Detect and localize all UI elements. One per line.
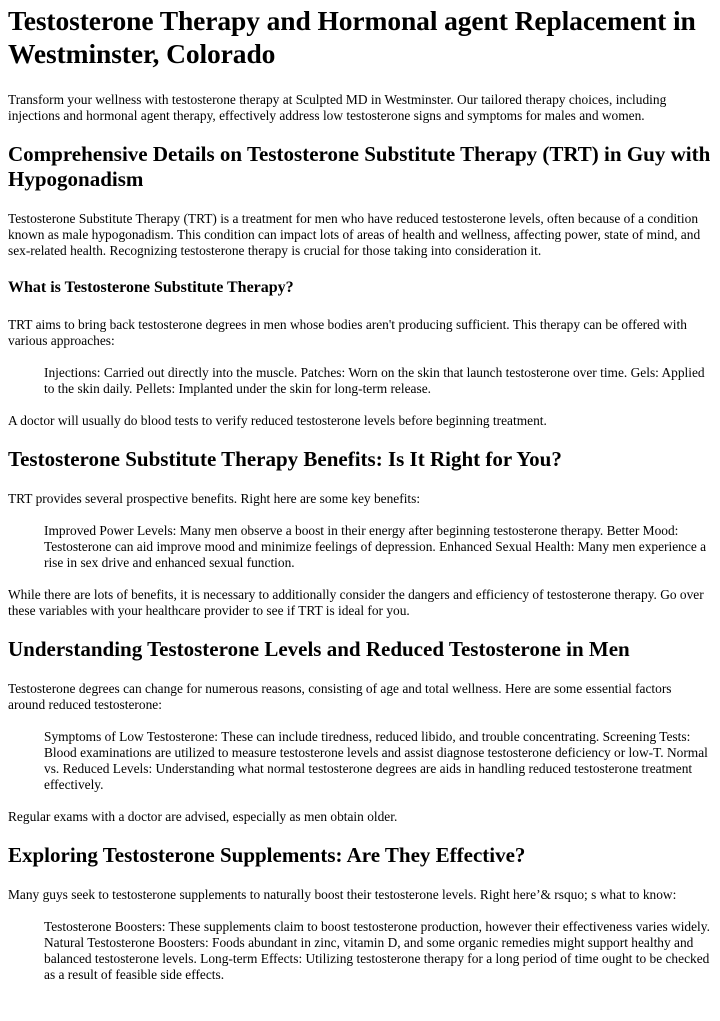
section-heading-trt-details: Comprehensive Details on Testosterone Substitute Therapy (TRT) in Guy with Hypogonadism (8, 142, 711, 191)
benefits-quote: Improved Power Levels: Many men observe a boost in their energy after beginning testosterone therapy. Better Mood: Testosterone can aid improve mood and minimize feelings of depression. Enhanced Sexual Health: Many men experience a rise in sex drive and enhanced sexual function. (44, 523, 707, 570)
subsection-paragraph-what-is-trt: TRT aims to bring back testosterone degrees in men whose bodies aren't producing sufficient. This therapy can be offered with various approaches: (8, 317, 687, 348)
section-heading-supplements: Exploring Testosterone Supplements: Are They Effective? (8, 843, 526, 867)
section-paragraph-supplements: Many guys seek to testosterone supplements to naturally boost their testosterone levels. Right here’& rsquo; s what to know: (8, 887, 677, 902)
intro-paragraph: Transform your wellness with testosterone therapy at Sculpted MD in Westminster. Our tailored therapy choices, including injections and hormonal agent therapy, effectively address low testosterone signs and symptoms for males and women. (8, 92, 667, 123)
section-heading-levels: Understanding Testosterone Levels and Reduced Testosterone in Men (8, 637, 630, 661)
section-heading-benefits: Testosterone Substitute Therapy Benefits: Is It Right for You? (8, 447, 562, 471)
article (0, 4, 720, 983)
levels-after-paragraph: Regular exams with a doctor are advised, especially as men obtain older. (8, 809, 398, 824)
benefits-after-paragraph: While there are lots of benefits, it is necessary to additionally consider the dangers and efficiency of testosterone therapy. Go over these variables with your healthcare provider to see if TRT is ideal for you. (8, 587, 704, 618)
supplements-quote: Testosterone Boosters: These supplements claim to boost testosterone production, however their effectiveness varies widely. Natural Testosterone Boosters: Foods abundant in zinc, vitamin D, and some organic remedies might support healthy and balanced testosterone levels. Long-term Effects: Utilizing testosterone therapy for a long period of time ought to be checked as a result of feasible side effects. (44, 919, 710, 982)
methods-quote: Injections: Carried out directly into the muscle. Patches: Worn on the skin that launch testosterone over time. Gels: Applied to the skin daily. Pellets: Implanted under the skin for long-term release. (44, 365, 705, 396)
blood-test-paragraph: A doctor will usually do blood tests to verify reduced testosterone levels before beginning treatment. (8, 413, 547, 428)
section-paragraph-levels: Testosterone degrees can change for numerous reasons, consisting of age and total wellness. Here are some essential factors around reduced testosterone: (8, 681, 672, 712)
levels-quote: Symptoms of Low Testosterone: These can include tiredness, reduced libido, and trouble concentrating. Screening Tests: Blood examinations are utilized to measure testosterone levels and assist diagnose testosterone deficiency or low-T. Normal vs. Reduced Levels: Understanding what normal testosterone degrees are aids in handling reduced testosterone treatment effectively. (44, 729, 708, 792)
subsection-heading-what-is-trt: What is Testosterone Substitute Therapy? (8, 279, 294, 296)
section-paragraph-benefits: TRT provides several prospective benefits. Right here are some key benefits: (8, 491, 421, 506)
section-paragraph-trt-details: Testosterone Substitute Therapy (TRT) is a treatment for men who have reduced testosterone levels, often because of a condition known as male hypogonadism. This condition can impact lots of areas of health and wellness, affecting power, state of mind, and sex-related health. Recognizing testosterone therapy is crucial for those taking into consideration it. (8, 211, 701, 258)
page-title: Testosterone Therapy and Hormonal agent Replacement in Westminster, Colorado (8, 5, 696, 69)
